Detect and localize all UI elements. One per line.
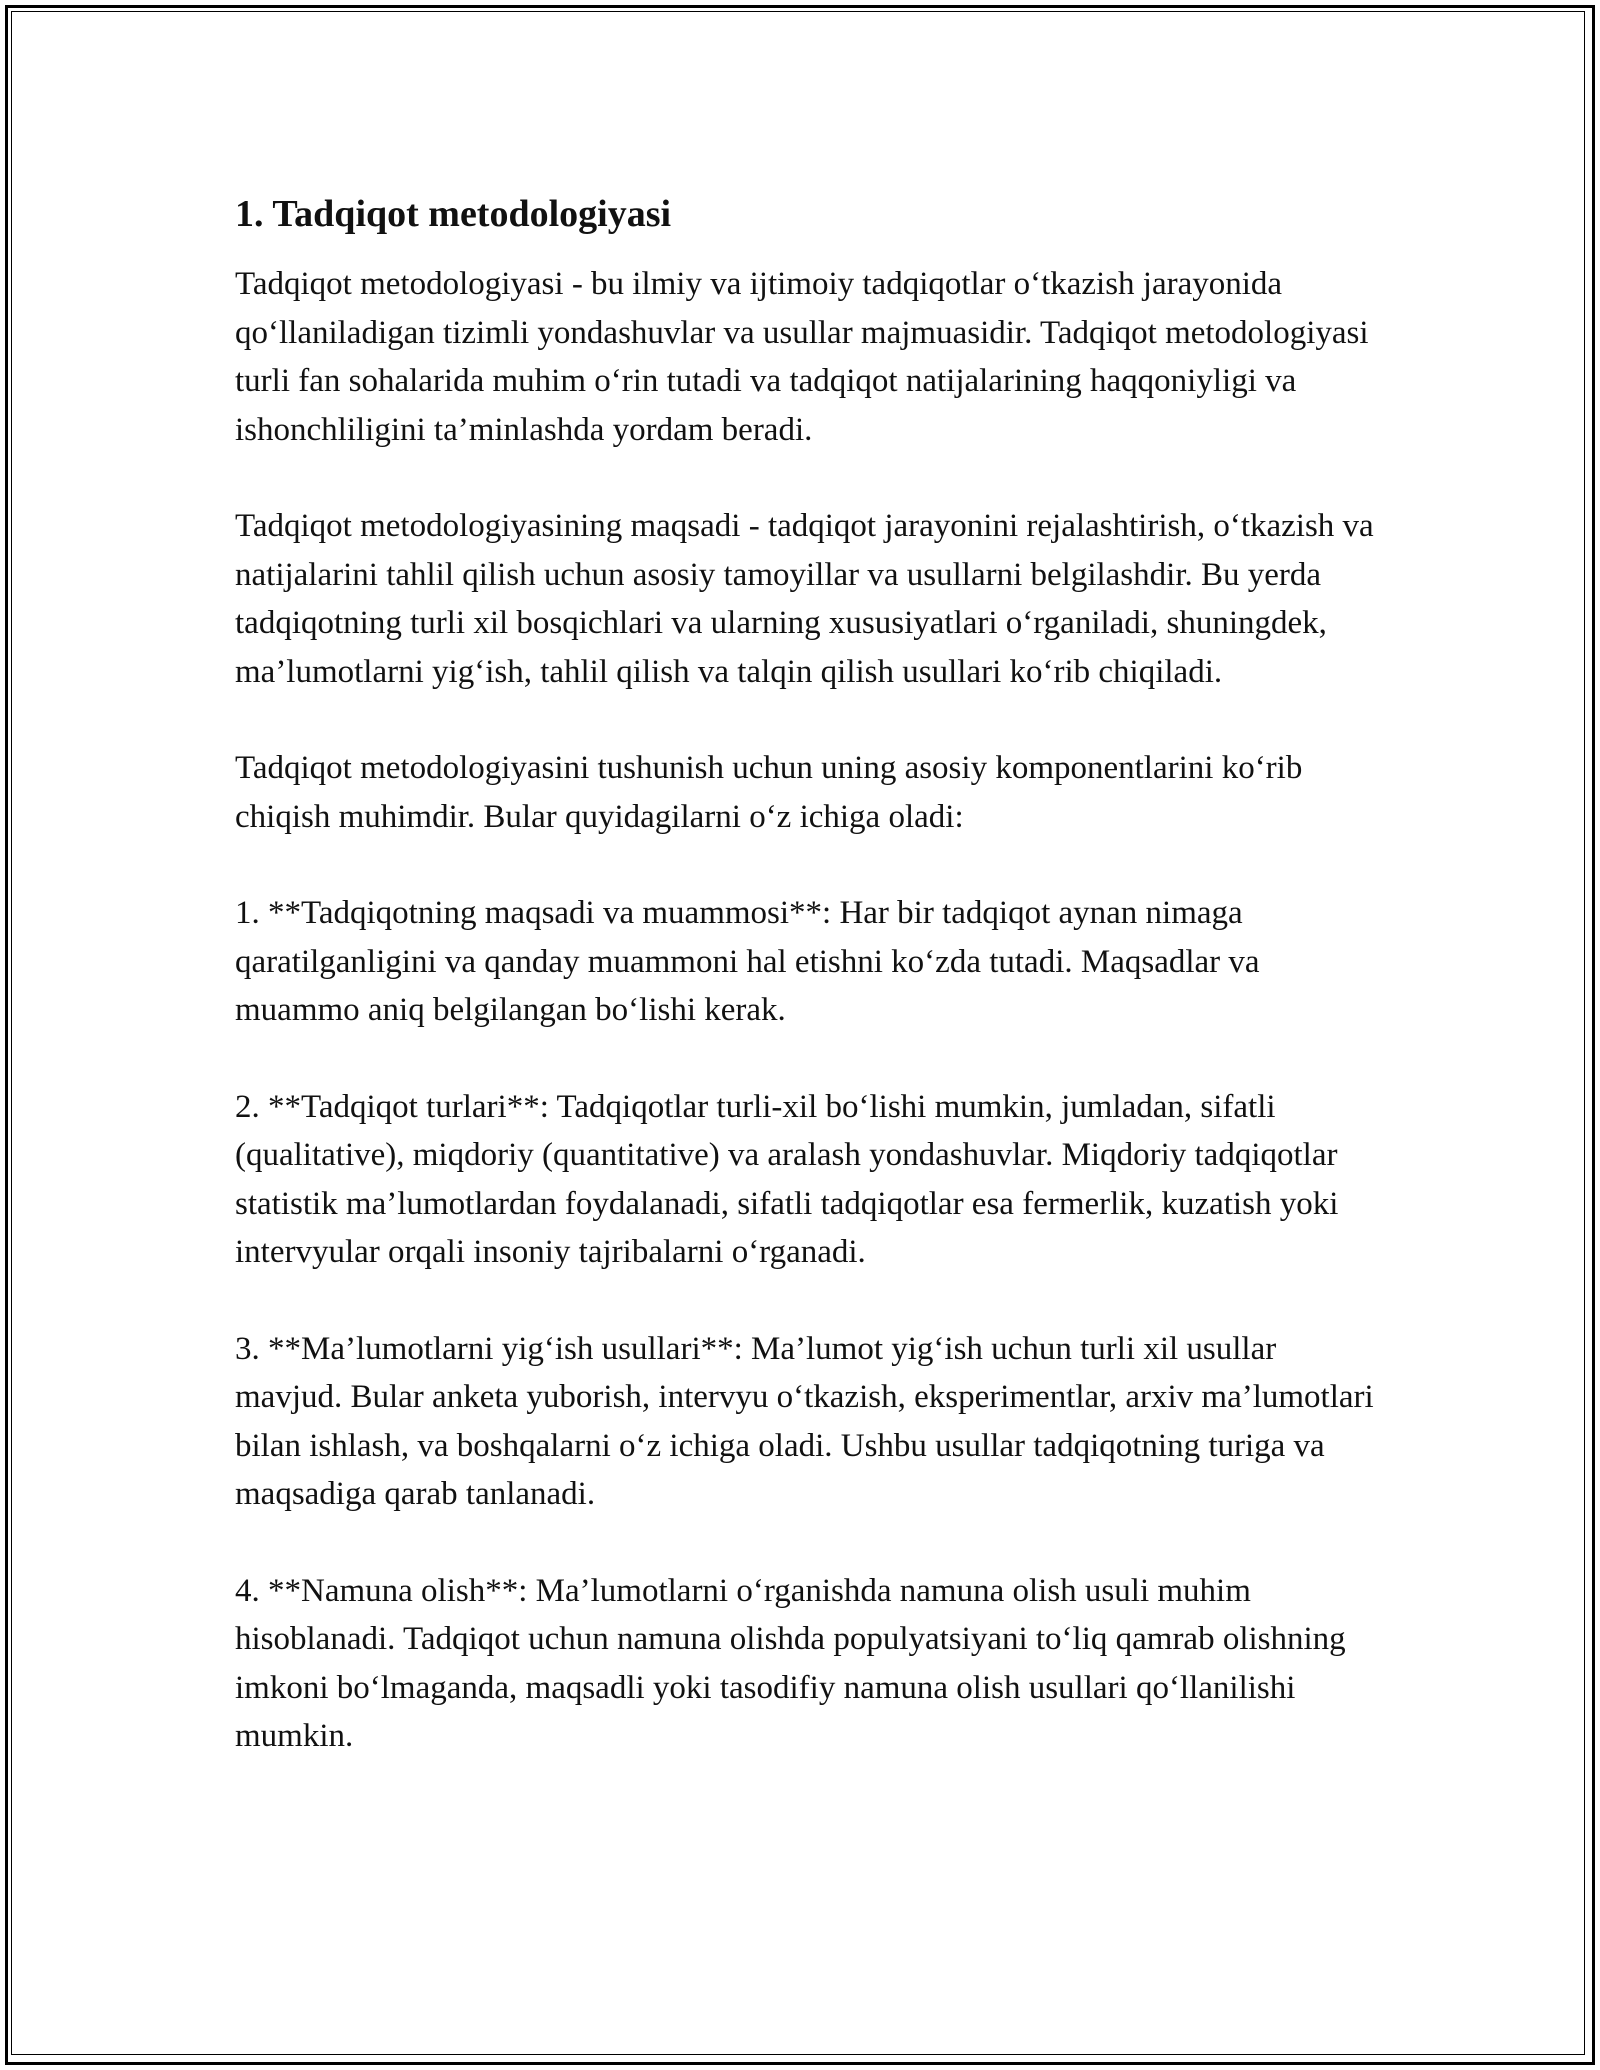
paragraph-components-intro: Tadqiqot metodologiyasini tushunish uchun uning asosiy komponentlarini ko‘rib chiqish muhimdir. Bular quyidagilarni o‘z ichiga oladi:: [235, 750, 1303, 835]
document-body: [235, 188, 1385, 1809]
paragraph-intro: Tadqiqot metodologiyasi - bu ilmiy va ijtimoiy tadqiqotlar o‘tkazish jarayonida qo‘llaniladigan tizimli yondashuvlar va usullar majmuasidir. Tadqiqot metodologiyasi turli fan sohalarida muhim o‘rin tutadi va tadqiqot natijalarining haqqoniyligi va ishonchliligini ta’minlashda yordam beradi.: [235, 266, 1369, 448]
paragraph-purpose: Tadqiqot metodologiyasining maqsadi - tadqiqot jarayonini rejalashtirish, o‘tkazish va natijalarini tahlil qilish uchun asosiy tamoyillar va usullarni belgilashdir. Bu yerda tadqiqotning turli xil bosqichlari va ularning xususiyatlari o‘rganiladi, shuningdek, ma’lumotlarni yig‘ish, tahlil qilish va talqin qilish usullari ko‘rib chiqiladi.: [235, 508, 1374, 690]
list-item-2: 2. **Tadqiqot turlari**: Tadqiqotlar turli-xil bo‘lishi mumkin, jumladan, sifatli (qualitative), miqdoriy (quantitative) va aralash yondashuvlar. Miqdoriy tadqiqotlar statistik ma’lumotlardan foydalanadi, sifatli tadqiqotlar esa fermerlik, kuzatish yoki intervyular orqali insoniy tajribalarni o‘rganadi.: [235, 1088, 1339, 1270]
section-heading: 1. Tadqiqot metodologiyasi: [235, 193, 672, 235]
list-item-1: 1. **Tadqiqotning maqsadi va muammosi**: Har bir tadqiqot aynan nimaga qaratilganligini va qanday muammoni hal etishni ko‘zda tutadi. Maqsadlar va muammo aniq belgilangan bo‘lishi kerak.: [235, 895, 1260, 1028]
list-item-3: 3. **Ma’lumotlarni yig‘ish usullari**: Ma’lumot yig‘ish uchun turli xil usullar mavjud. Bular anketa yuborish, intervyu o‘tkazish, eksperimentlar, arxiv ma’lumotlari bilan ishlash, va boshqalarni o‘z ichiga oladi. Ushbu usullar tadqiqotning turiga va maqsadiga qarab tanlanadi.: [235, 1330, 1374, 1512]
list-item-4: 4. **Namuna olish**: Ma’lumotlarni o‘rganishda namuna olish usuli muhim hisoblanadi. Tadqiqot uchun namuna olishda populyatsiyani to‘liq qamrab olishning imkoni bo‘lmaganda, maqsadli yoki tasodifiy namuna olish usullari qo‘llanilishi mumkin.: [235, 1572, 1346, 1754]
